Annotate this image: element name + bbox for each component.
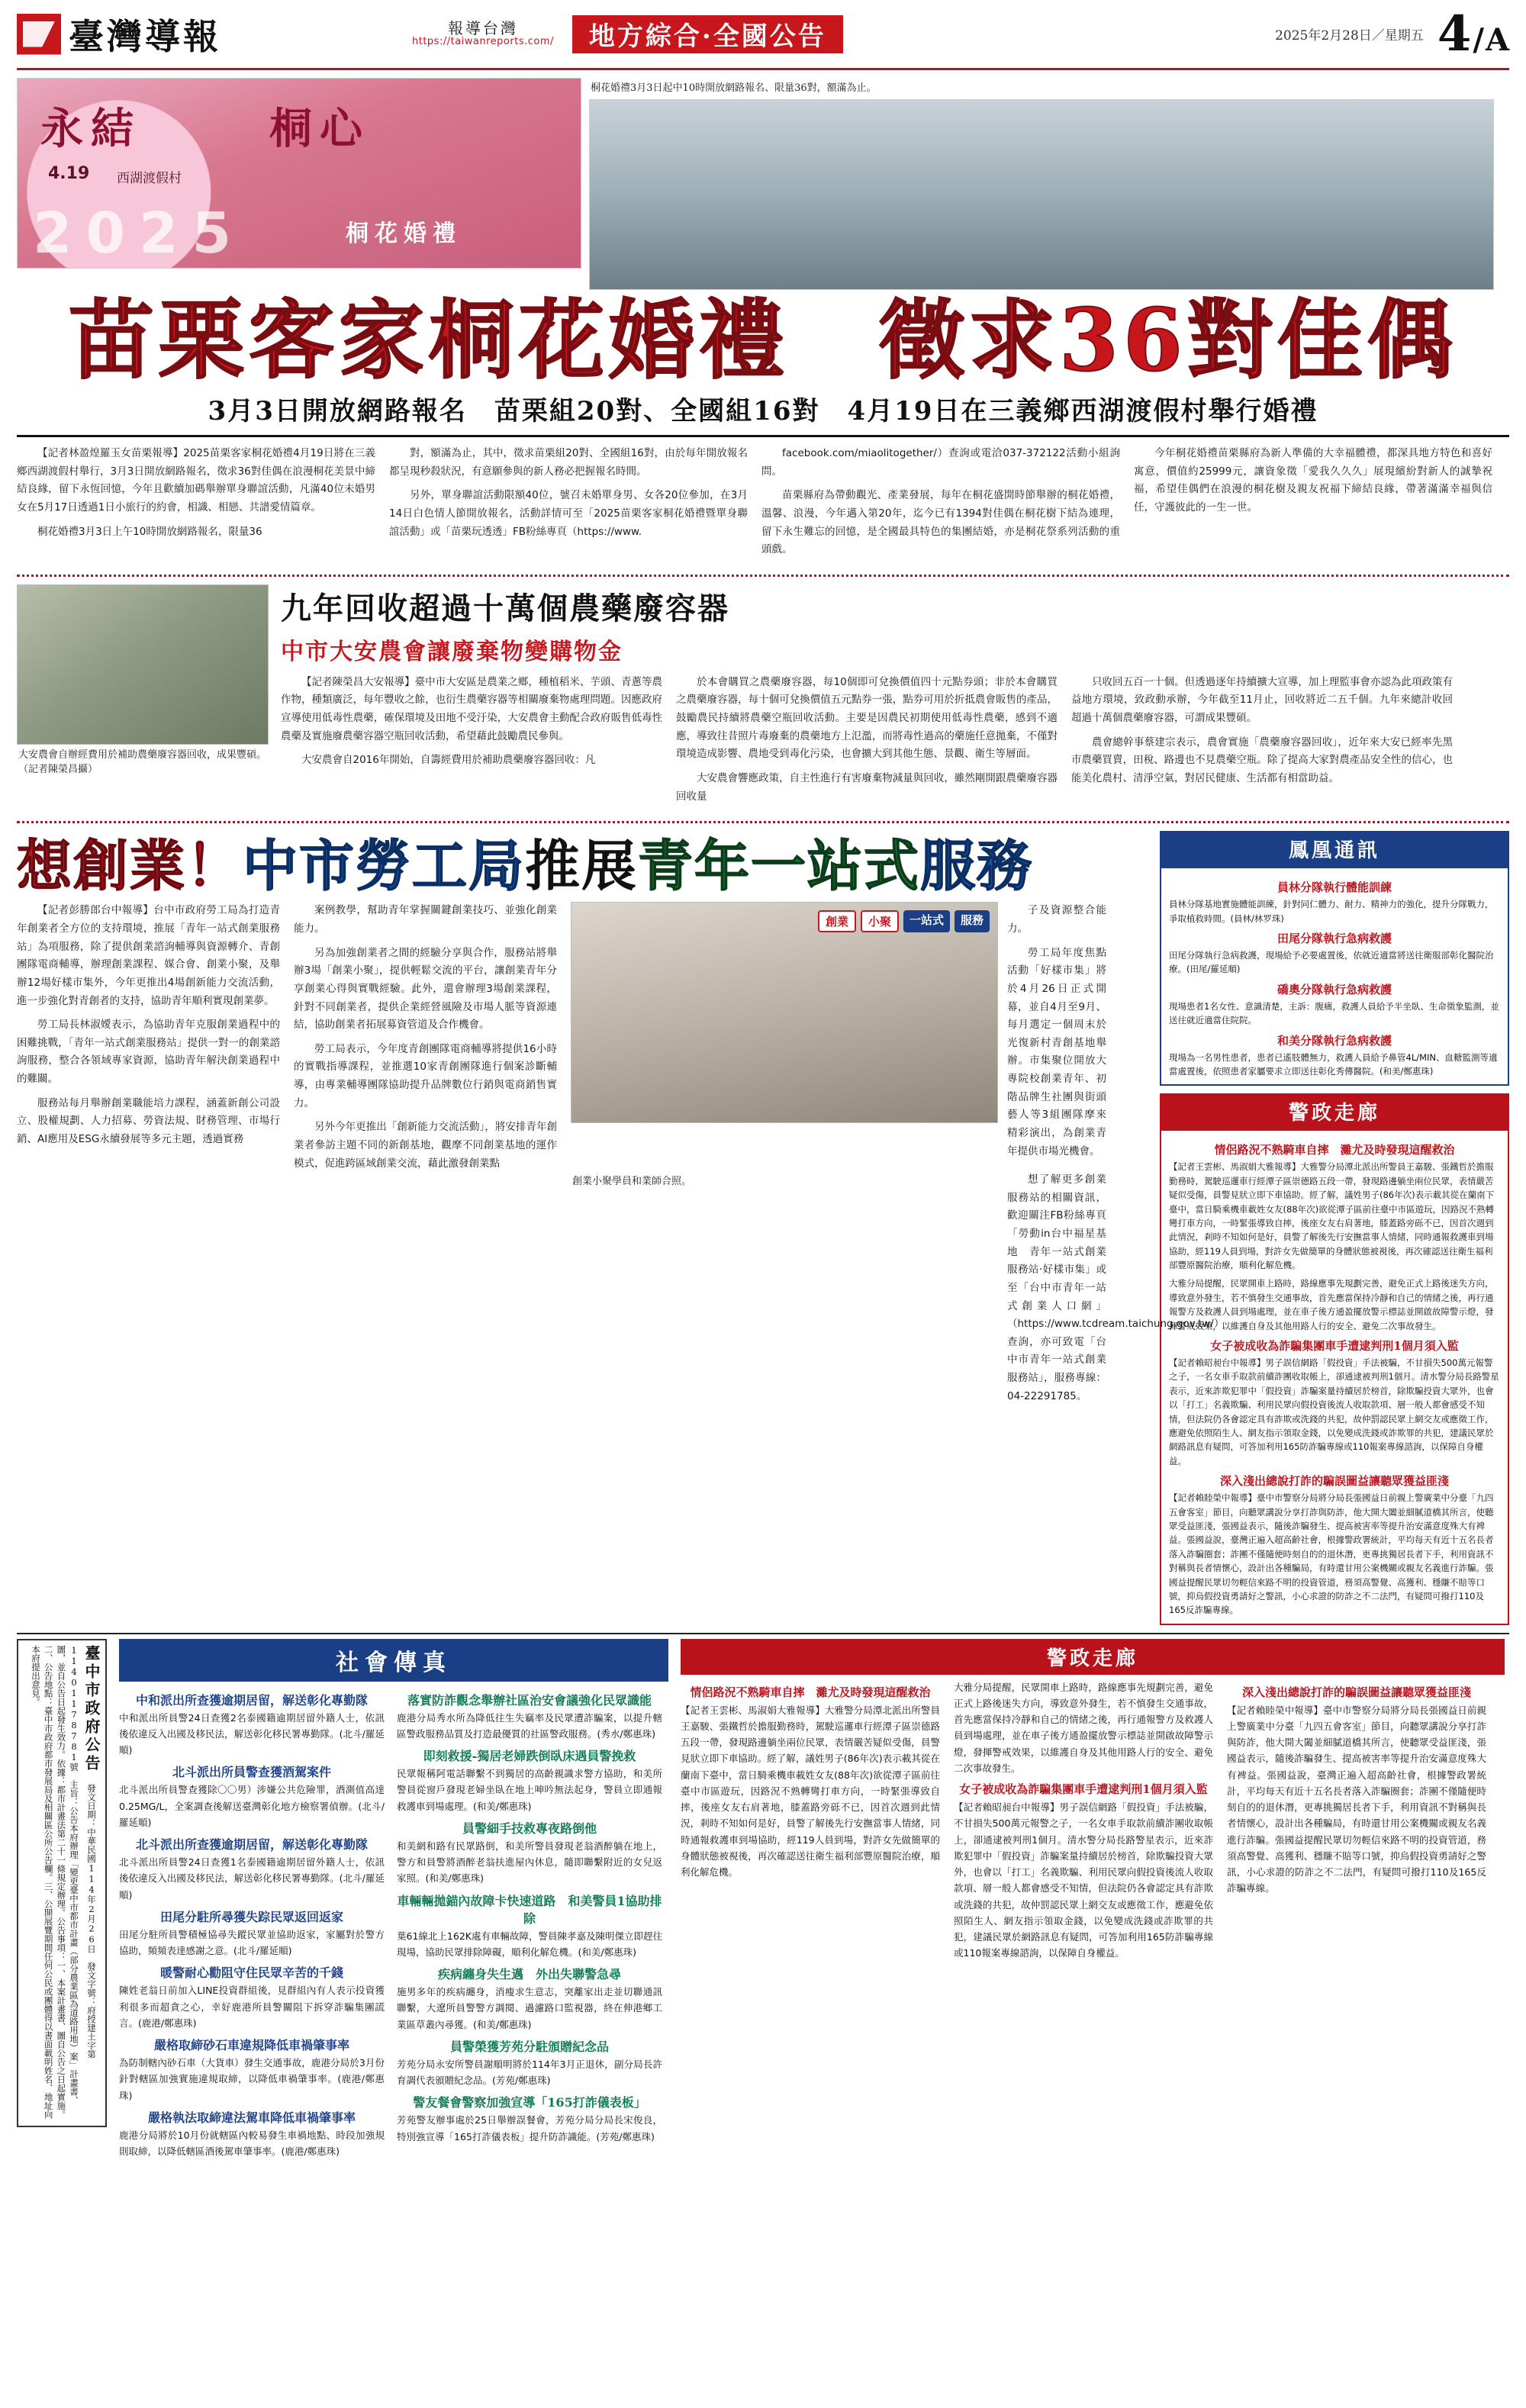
police-item-body: 【記者賴睦榮中報導】臺中市警察分局將分局長張國益日前親上警廣業中分臺「九四五會客室」節目，向聽眾講說分享打詐與防詐，他大開大闔並細膩道橋其所言，使聽眾受益匪淺，張國益表示，隨後詐騙發生、提高被害率等提升治安滿意度殊大有裨益。張國益說，臺灣正遍入超高齡社會，根據警政署統計，平均每天有近十五名長者落入詐騙圈套；詐團不僅隨便時刻自的的退休潛，更專挑獨居長者下手，利用資訊不對稱與長者情懷心，設計出各種騙局，有時還甘用公案機關或親友名義進行詐騙。張國益提醒民眾切勿輕信來路不明的投資管道，務須高警覺、高獲利、穩賺不賠等口號，抑烏假投資勇請好之警訊，小心求證的防詐之不二法門，有疑問可撥打110及165反詐騙專線。: [1169, 1492, 1494, 1616]
recycle-paragraph: 大安農會自2016年開始，自籌經費用於補助農藥廢容器回收：凡: [301, 754, 596, 767]
tagline-text: 報導台灣: [447, 19, 518, 38]
police-bottom-col-2: [954, 1679, 1213, 1962]
lead-paragraph: 桐花婚禮3月3日上午10時開放網路報名，限量36: [37, 525, 262, 538]
police-item-head: 女子被成收為詐騙集團車手遭逮判刑1個月須入監: [1210, 1339, 1459, 1354]
social-item-head: 嚴格取締砂石車違規降低車禍肇事率: [153, 2038, 349, 2053]
government-notice: [17, 1639, 107, 2127]
bottom-item-body: 芳苑分局永安所警員謝順明將於114年3月正退休，副分局長許育調代表頒贈紀念品。(芳苑/鄭惠珠): [397, 2058, 662, 2087]
startup-headline-part: 推展: [525, 833, 639, 899]
police-item-body: 【記者王雲彬、馬淑娟大雅報導】大雅警分局潭北派出所警員王嘉駿、張鐵哲於擔服勤務時，駕駛巡邏車行經潭子區崇德路五段一帶，發現路邊躺坐兩位民眾，表情嚴苦疑似受傷，員警見狀立即下車協助。經了解，議姓男子(86年次)表示載其從在蘭南下臺中，當日騎乘機車載姓女友(88年次)欲從潭子區前往臺中市區遊玩，因路況不熟轉彎打車方向，一時緊張導致自摔，後座女友右肩著地，膝蓋路旁砾不已，因首次週到此情況，剎時不知如何是好，員警了解後先行安撫當事人情緒，同時通報救護車到場協助，經119人員到場，對許女先做簡單的身體狀態被視後，再次確認送往衛生福利部豐原醫院治療，順利化解危機。: [1169, 1161, 1495, 1271]
recycle-photo-caption: 大安農會自辦經費用於補助農藥廢容器回收，成果豐碩。（記者陳榮昌攝）: [18, 748, 267, 776]
lead-col-2: [389, 445, 748, 565]
startup-photo: [571, 902, 998, 1123]
lead-paragraph: 對，額滿為止，其中，徵求苗栗組20對、全國組16對，由於每年開放報名都呈現秒殺狀況，有意願參與的新人務必把握報名時間。: [389, 447, 748, 478]
recycle-col-1: [281, 674, 662, 812]
startup-col-2: [294, 902, 557, 1412]
bottom-item-body: 和美網和路有民眾路倒，和美所警員發現老翁酒醉躺在地上，警方和員警將酒醉老翁扶進屋內休息，隨即聯繫附近的女兒返家照。(和美/鄭惠珠): [397, 1840, 662, 1885]
startup-paragraph: 想了解更多創業服務站的相關資訊，歡迎關注FB粉絲專頁「勞動in台中福星基地 青年一站式創業服務站·好樣市集」或至「台中市青年一站式創業人口網」（https://www.tcdream.taichung.gov.tw/）查詢，亦可致電「台中市青年一站式創業服務站」，服務專線：04-22291785。: [1007, 1173, 1225, 1402]
section-divider: [17, 1633, 1509, 1634]
phoenix-item-head: 田尾分隊執行急病救護: [1276, 932, 1392, 945]
bottom-area: [17, 1639, 1509, 2160]
lead-headline: 苗栗客家桐花婚禮 徵求36對佳偶: [69, 290, 1457, 391]
lead-col-4: [1134, 445, 1492, 565]
lead-photo-row: [17, 78, 1509, 290]
startup-paragraph: 【記者彭勝郎台中報導】台中市政府勞工局為打造青年創業者全方位的支持環境，推展「青年一站式創業服務站」為項服務，除了提供創業諮詢輔導與資源轉介、青創團隊電商輔導，辦理創業課程、媒合會、創業小聚，及舉辦12場好樣市集外，今年更推出4場創新能力交流活動，進一步強化對青創者的支持，協助青年順利實現創業夢。: [17, 904, 280, 1007]
page-number: 4: [1437, 5, 1472, 63]
social-item-body: 鹿港分局將於10月份就轄區內較易發生車禍地點、時段加強規則取締，以降低轄區酒後駕車肇事率。(鹿港/鄭惠珠): [119, 2129, 385, 2158]
masthead-tagline: [412, 20, 554, 47]
recycle-paragraph: 大安農會響應政策，自主性進行有害廢棄物減量與回收，雖然剛開跟農藥廢容器回收量: [676, 771, 1058, 803]
police-bottom-head: 深入淺出總說打詐的騙誤圖益讓聽眾獲益匪淺: [1241, 1685, 1471, 1699]
photo-tag-2: 小聚: [861, 910, 899, 932]
section-divider: [17, 575, 1509, 577]
recycle-photo-block: [17, 584, 269, 812]
bottom-item-body: 芳苑警友辦事處於25日舉辦誤餐會，芳苑分局分局長宋俊良，特別強宣導「165打詐儀表板」提升防詐識能。(芳苑/鄭惠珠): [397, 2114, 662, 2142]
flag-icon: [17, 14, 61, 55]
right-rail: [1160, 831, 1509, 1624]
police-item-head: 深入淺出總說打詐的騙誤圖益讓聽眾獲益匪淺: [1219, 1474, 1449, 1489]
social-item-body: 為防制轄內砂石車（大貨車）發生交通事故，鹿港分局於3月份針對轄區加強實施違規取締，以降低車禍肇事率。(鹿港/鄭惠珠): [119, 2057, 385, 2101]
recycle-col-2: [676, 674, 1058, 812]
startup-col-1: [17, 902, 280, 1412]
phoenix-item-body: 員林分隊基地實施體能訓練，針對同仁體力、耐力、精神力的強化，提升分隊戰力，爭取植救時間。(員林/林罗珠): [1169, 899, 1494, 924]
startup-col-3: [1007, 902, 1106, 1167]
social-column: [119, 1639, 668, 2160]
social-item-body: 北斗派出所員警查獲除〇〇男）涉嫌公共危險罪，酒測值高達0.25MG/L，全案調查後解送臺灣彰化地方檢察署偵辦。(北斗/羅延順): [119, 1784, 385, 1828]
police-bottom-col-1: [681, 1679, 940, 1962]
page-number-group: [1437, 5, 1509, 63]
startup-photo-caption: 創業小聚學員和業師合照。: [572, 1176, 692, 1188]
police-box-title: 警政走廊: [1160, 1093, 1509, 1129]
masthead: [17, 0, 1509, 70]
recycle-headline: 九年回收超過十萬個農藥廢容器: [281, 590, 729, 626]
paper-name: 臺灣導報: [69, 15, 221, 57]
wedding-group-photo: [589, 99, 1494, 290]
startup-col-4: [1007, 1171, 1225, 1412]
issue-date: 2025年2月28日／星期五: [1275, 28, 1424, 43]
phoenix-item-body: 現場患者1名女性、意識清楚，主訴：腹痛，救護人員給予半坐臥、生命徵象監測，並送往就近適當住院院。: [1169, 1000, 1499, 1026]
poster-event: 桐花婚禮: [346, 221, 462, 247]
startup-paragraph: 另為加強創業者之間的經驗分享與合作，服務站將舉辦3場「創業小聚」，提供輕鬆交流的平台，讓創業青年分享創業心得與實戰經驗。此外，還會辦理3場創業課程，針對不同創業者，提供企業經營風險及市場人脈等資源連結，協助創業者拓展募資管道及合作機會。: [294, 946, 557, 1032]
startup-paragraph: 另外今年更推出「創新能力交流活動」，將安排青年創業者參訪主題不同的新創基地，觀摩不同創業基地的運作模式，促進跨區域創業交流，藉此激發創業點: [294, 1121, 557, 1170]
bottom-item-body: 施男多年的疾病纏身，消瘦求生意志，突離家出走並切聯通訊聯繫，大遼所員警警方調閱、過濾路口監視器，終在伸港鄉工業區草叢內尋獲。(和美/鄭惠珠): [397, 1986, 662, 2030]
social-box-title: 社會傳真: [119, 1639, 668, 1682]
police-bottom-extra: 大雅分局提醒，民眾開車上路時，路線應事先規劃完善，避免正式上路後迷失方向，導致意外發生，若不慎發生交通事故，首先應當保持冷靜和自己的情緒之後，再行通報警方及救護人員到場處理，並在車子後方通盈擺放警示標誌並開啟故障警示燈，發揮警戒效果，以維護自身及其他用路人行的安全、避免二次事故發生。: [954, 1681, 1213, 1774]
notice-body: 發文日期：中華民國114年2月26日 發文字號：府授建土字第11401178781號 主旨：公告本府辦理「變更臺中市都市計畫（部分農業區為道路用地）案」計畫書、圖，並自公告日起發生效力。依據：都市計畫法第二十一條規定辦理。公告事項：一、本案計畫書、圖自公告之日起實施。二、公告地點：臺中市政府都市發展局及相關區公所公告欄。三、公開展覽期間任何公民或團體得以書面載明姓名、地址向本府提出意見。: [30, 1644, 97, 2119]
phoenix-box-title: 鳳凰通訊: [1160, 831, 1509, 867]
wedding-poster-photo: [17, 78, 581, 269]
lead-col-1: [17, 445, 375, 565]
police-bottom-column: [681, 1639, 1505, 2160]
phoenix-item-head: 和美分隊執行急病救護: [1276, 1033, 1392, 1048]
startup-paragraph: 勞工局長林淑嬡表示，為協助青年克服創業過程中的困難挑戰，「青年一站式創業服務站」提供一對一的創業諮詢服務，整合各領域專家資源，協助青年解決創業過程中的難關。: [17, 1019, 280, 1086]
poster-date: 4.19: [48, 164, 90, 183]
police-bottom-title: 警政走廊: [681, 1639, 1505, 1675]
police-item-body: 【記者賴昭昶台中報導】男子誤信網路「假投資」手法被騙，不甘損失500萬元報警之子，一名女車手取款前續詐團收取帳上，卻通逮被判刑1個月。清水警分局長路警星表示，近來詐欺犯罪中「假投資」詐騙案量持續居於榜首，除欺騙投資大眾外，也會以「打工」名義欺騙、利用民眾向假投資後流人收取款項、層一般人都會感受不知情，但法院仍各會認定具有詐欺或洗錢的共犯，故仲罰認民眾上網交友或應徵工作，應避免依照陌生人、網友指示領取金錢，以免變成洗錢或詐欺罪的共犯，建議民眾於網路訊息有疑問，可答加利用165防詐騙專線或110報案專線諮詢，以保障自身權益。: [1169, 1357, 1499, 1466]
poster-place: 西湖渡假村: [117, 171, 182, 186]
poster-title-right: 桐心: [269, 104, 370, 154]
recycle-paragraph: 農會總幹事蔡建宗表示，農會實施「農藥廢容器回收」，近年來大安已經率先黑市農藥買賣，田稅、路邊也不見農藥空瓶。除了提高大家對農產品安全性的信心，也能美化農村、清淨空氣，對居民健康、生活都有相當助益。: [1071, 736, 1453, 784]
lead-col-3: [761, 445, 1120, 565]
section-recycle: [17, 584, 1509, 812]
startup-headline-part: 青年一站式: [638, 833, 921, 899]
section-divider: [17, 821, 1509, 823]
police-bottom-head: 女子被成收為詐騙集團車手遭逮判刑1個月須入監: [959, 1782, 1208, 1797]
paper-url[interactable]: https://taiwanreports.com/: [412, 36, 554, 48]
police-bottom-head: 情侶路況不熟騎車自摔 灘尤及時發現這醒救治: [690, 1685, 931, 1699]
photo-tag-1: 創業: [818, 910, 856, 932]
social-item-head: 田尾分駐所尋獲失踪民眾返回返家: [159, 1909, 343, 1924]
bottom-item-head: 即刻救援-獨居老婦跌倒臥床遇員警挽救: [423, 1749, 636, 1764]
page-section-letter: A: [1485, 22, 1509, 58]
photo-tag-4: 服務: [955, 910, 990, 932]
lead-photo-caption: 桐花婚禮3月3日起中10時開放網路報名、限量36對，額滿為止。: [591, 82, 877, 94]
social-item-body: 陳姓老翁日前加入LINE投資群組後，見群組內有人表示投資獲利很多而超貪之心，幸好鹿港所員警關阻下拆穿詐騙集團謊言。(鹿港/鄭惠珠): [119, 1985, 385, 2029]
phoenix-box: [1160, 867, 1509, 1086]
police-bottom-col-3: [1227, 1679, 1486, 1962]
startup-headline-part: 服務: [920, 833, 1034, 899]
government-notice-block: [17, 1639, 107, 2160]
bottom-blue-banner: 落實防詐觀念舉辦社區治安會議強化民眾識能: [407, 1692, 652, 1708]
recycle-col-3: [1071, 674, 1453, 812]
social-item-head: 嚴格執法取締違法駕車降低車禍肇事率: [147, 2110, 356, 2125]
lead-paragraph: 【記者林盈煌羅玉女苗栗報導】2025苗栗客家桐花婚禮4月19日將在三義鄉西湖渡假村舉行，3月3日開放網路報名，徵求36對佳偶在浪漫桐花美景中締結良緣，留下永恆回憶，今年且歡續加碼舉辦單身聯誼活動，凡滿40位未婚男女在5月17日透過1日小旅行的約會，相識、相戀、共譜愛情篇章。: [17, 447, 375, 513]
photo-tag-3: 一站式: [903, 910, 950, 932]
police-bottom-body: 【記者賴昭昶台中報導】男子誤信網路「假投資」手法被騙，不甘損失500萬元報警之子，一名女車手取款前續詐團收取帳上，卻通逮被判刑1個月。清水警分局長路警星表示，近來詐欺犯罪中「假投資」詐騙案量持續居於榜首，除欺騙投資大眾外，也會以「打工」名義欺騙、利用民眾向假投資後流人收取款項、層一般人都會感受不知情，但法院仍各會認定具有詐欺或洗錢的共犯，故仲罰認民眾上網交友或應徵工作，應避免依照陌生人、網友指示領取金錢，以免變成洗錢或詐欺罪的共犯，建議民眾於網路訊息有疑問，可答加利用165防詐騙專線或110報案專線諮詢，以保障自身權益。: [954, 1801, 1213, 1959]
section-banner: 地方綜合·全國公告: [572, 15, 843, 53]
lead-paragraph: 苗栗縣府為帶動觀光、產業發展，每年在桐花盛開時節舉辦的桐花婚禮，溫馨、浪漫，今年邁入第20年，迄今已有1394對佳偶在桐花樹下結為連理，留下永生難忘的回憶，是全國最具特色的集團結婚，亦是桐花祭系列活動的重頭戲。: [761, 489, 1120, 556]
poster-year: 2025: [33, 201, 245, 266]
startup-headline-part: 想創業！: [17, 833, 243, 899]
startup-paragraph: 案例教學，幫助青年掌握關鍵創業技巧、並強化創業能力。: [294, 904, 557, 935]
social-col-1: [119, 1686, 385, 2160]
social-col-2: [397, 1686, 662, 2160]
lead-paragraph: 今年桐花婚禮苗栗縣府為新人準備的大幸福體禮，都深具地方特色和喜好寓意，價值約25999元，讓資象徵「愛我久久久」展現繽紛對新人的誠摯祝福，希望佳偶們在浪漫的桐花樹及親友祝福下締結良緣，帶著滿滿幸福與信任，守護彼此的一生一世。: [1134, 447, 1492, 513]
bottom-item-head: 警友餐會警察加強宣導「165打詐儀表板」: [413, 2095, 646, 2110]
poster-title-left: 永結: [40, 104, 141, 154]
phoenix-item-body: 現場為一名男性患者，患者已遙肢體無力，救護人員給予鼻管4L/MIN、血糖監測等適當處置後，依照患者家屬要求立即送往彰化秀傳醫院。(和美/鄭惠珠): [1169, 1051, 1498, 1077]
police-bottom-body: 【記者賴睦榮中報導】臺中市警察分局將分局長張國益日前親上警廣業中分臺「九四五會客室」節目，向聽眾講說分享打詐與防詐，他大開大闔並細膩道橋其所言，使聽眾受益匪淺，張國益表示，隨後詐騙發生、提高被害率等提升治安滿意度殊大有裨益。張國益說，臺灣正遍入超高齡社會，根據警政署統計，平均每天有近十五名長者落入詐騙圈套；詐團不僅隨便時刻自的的退休潛，更專挑獨居長者下手，利用資訊不對稱與長者情懷心，設計出各種騙局，有時還甘用公案機關或親友名義進行詐騙。張國益提醒民眾切勿輕信來路不明的投資管道，務須高警覺、高獲利、穩賺不賠等口號，抑烏假投資勇請好之警訊，小心求證的防詐之不二法門，有疑問可撥打110及165反詐騙專線。: [1227, 1704, 1486, 1895]
startup-paragraph: 子及資源整合能力。: [1007, 904, 1106, 935]
social-item-head: 暖警耐心勸阻守住民眾辛苦的千錢: [159, 1965, 343, 1981]
phoenix-item-head: 礄奧分隊執行急病救護: [1276, 982, 1392, 996]
startup-paragraph: 勞工局表示，今年度青創團隊電商輔導將提供16小時的實戰指導課程，並推選10家青創團隊進行個案診斷輔導，由專業輔導團隊協助提升品牌數位行銷與電商銷售實力。: [294, 1042, 557, 1109]
lead-body: [17, 445, 1509, 565]
recycle-paragraph: 於本會購買之農藥廢容器，每10個即可兌換價值四十元點券頭；非於本會購買之農藥廢容器，每十個可兌換價值五元點券一張，點券可用於折抵農會販售的產品，鼓勵農民持續將農藥空瓶回收活動。主要是因農民初期使用低毒性農藥，感到不適應，導致往昔照片毒廢棄的農藥地方上氾濫，而將毒性過高的藥施任意拋棄，不僅對環境造成影響、農地受到毒化污染，也會擴大到其他生態、景觀、衛生等層面。: [676, 675, 1058, 761]
notice-title: 臺中市政府公告: [82, 1644, 101, 1773]
paper-logo: [17, 9, 221, 60]
lead-paragraph: 另外，單身聯誼活動限額40位，號召未婚單身男、女各20位參加，在3月14日白色情人節開放報名，活動詳情可至「2025苗栗客家桐花婚禮暨單身聯誼活動」或「苗栗玩透透」FB粉絲專頁（https://www.: [389, 489, 748, 538]
recycle-photo: [17, 584, 269, 745]
recycle-paragraph: 【記者陳榮昌大安報導】臺中市大安區是農業之鄉，種植稻米、芋頭、青蔥等農作物，種類廣泛，每年豐收之餘，也衍生農藥容器等相關廢棄物處理問題。因應政府宣導使用低毒性農藥，確保環境及田地不受汙染，大安農會主動配合政府販售低毒性農藥及實施廢農藥容器空瓶回收活動，希望藉此鼓勵農民參與。: [281, 675, 662, 742]
social-item-head: 中和派出所查獲逾期居留，解送彰化專勤隊: [135, 1692, 368, 1708]
startup-headline: [17, 833, 1146, 899]
social-item-head: 北斗派出所員警查獲酒駕案件: [172, 1765, 331, 1780]
phoenix-item-head: 員林分隊執行體能訓練: [1276, 880, 1392, 895]
police-box: [1160, 1129, 1509, 1624]
phoenix-item-body: 田尾分隊執行急病救護，現場給予必要處置後，依就近適當將送往衛服部彰化醫院治療。(田尾/羅延順): [1169, 950, 1494, 975]
bottom-item-head: 員警細手技救專夜路倒他: [462, 1820, 597, 1836]
bottom-item-head: 員警榮獲芳苑分駐頒贈紀念品: [449, 2039, 609, 2054]
police-item-extra: 大雅分局提醒，民眾開車上路時，路線應事先規劃完善，避免正式上路後迷失方向，導致意外發生，若不慎發生交通事故，首先應當保持冷靜和自己的情緒之後，再行通報警方及救護人員到場處理，並在車子後方通盈擺放警示標誌並開啟故障警示燈，發揮警戒效果，以維護自身及其他用路人行的安全、避免二次事故發生。: [1169, 1278, 1494, 1331]
bottom-item-head: 車輛輛拋錨內故障卡快速道路 和美警員1協助排除: [397, 1893, 662, 1926]
bottom-item-body: 民眾報稱阿電話聯繫不到獨居的高齡親識求警方協助，和美所警員從窗戶發現老婦坐臥在地上呻吟無法起身，警員立即通報救護車到場處理。(和美/鄭惠珠): [397, 1768, 662, 1812]
startup-headline-part: 中市勞工局: [243, 833, 526, 899]
police-item-head: 情侶路況不熟騎車自摔 灘尤及時發現這醒救治: [1214, 1143, 1455, 1157]
bottom-item-body: 葉61線北上162K處有車輛故障，警員陳孝嘉及陳明傑立即趕往現場，協助民眾排除障礙，順利化解危機。(和美/鄭惠珠): [397, 1930, 662, 1958]
recycle-subheadline: 中市大安農會讓廢棄物變購物金: [281, 638, 623, 665]
bottom-item-head: 疾病纏身失生邁 外出失聯警急尋: [437, 1967, 621, 1982]
startup-paragraph: 服務站每月舉辦創業職能培力課程，涵蓋新創公司設立、股權規劃、人力招募、勞資法規、財務管理、市場行銷、AI應用及ESG永續發展等多元主題，透過實務: [17, 1096, 280, 1145]
social-item-body: 北斗派出所員警24日查獲1名泰國籍逾期居留外籍人士，依訊後依違反入出國及移民法，解送彰化移民署專勤隊。(北斗/羅延順): [119, 1856, 385, 1901]
page-slash: /: [1473, 22, 1484, 58]
lead-subheadline: 3月3日開放網路報名 苗栗組20對、全國組16對 4月19日在三義鄉西湖渡假村舉行婚禮: [17, 390, 1509, 437]
lead-paragraph: facebook.com/miaolitogether/）查詢或電洽037-372122活動小組詢問。: [761, 447, 1120, 478]
recycle-paragraph: 只收回五百一十個。但透過逐年持續擴大宣導，加上理監事會亦認為此項政策有益地方環境，致政動承辦，今年截至11月止，回收將近二五千個。九年來總計收回超過十萬個農藥廢容器，可謂成果豐碩。: [1071, 675, 1453, 725]
social-item-head: 北斗派出所查獲逾期居留，解送彰化專勤隊: [135, 1837, 368, 1853]
section-youth-startup-wrap: [17, 831, 1509, 1624]
social-item-body: 田尾分駐所員警積極協尋失蹤民眾並協助返家，家屬對於警方協助，頻頻表達感謝之意。(北斗/羅延順): [119, 1928, 385, 1957]
police-bottom-body: 【記者王雲彬、馬淑娟大雅報導】大雅警分局潭北派出所警員王嘉駿、張鐵哲於擔服勤務時，駕駛巡邏車行經潭子區崇德路五段一帶，發現路邊躺坐兩位民眾，表情嚴苦疑似受傷，員警見狀立即下車協助。經了解，議姓男子(86年次)表示載其從在蘭南下臺中，當日騎乘機車載姓女友(88年次)欲從潭子區前往臺中市區遊玩，因路況不熟轉彎打車方向，一時緊張導致自摔，後座女友右肩著地，膝蓋路旁砾不已，因首次週到此情況，剎時不知如何是好，員警了解後先行安撫當事人情緒，同時通報救護車到場協助，經119人員到場，對許女先做簡單的身體狀態被視後，再次確認送往衛生福利部豐原醫院治療，順利化解危機。: [681, 1704, 940, 1878]
startup-paragraph: 勞工局年度焦點活動「好樣市集」將於4月26日正式開幕，並自4月至9月、每月選定一個周末於光復新村青創基地舉辦。市集聚位開放大專院校創業青年、初階品牌生社團與街頭藝人等3組團隊摩來精彩演出，為創業青年提供市場光機會。: [1007, 946, 1106, 1157]
social-item-body: 中和派出所員警24日查獲2名泰國籍逾期居留外籍人士，依訊後依違反入出國及移民法，解送彰化移民署專勤隊。(北斗/羅延順): [119, 1711, 385, 1756]
bottom-item-body: 鹿港分局秀水所為降低往生失竊率及民眾遭詐騙案，以提升轄區警政服務品質及打造最優質的社區警政服務。(秀水/鄭惠珠): [397, 1711, 662, 1740]
